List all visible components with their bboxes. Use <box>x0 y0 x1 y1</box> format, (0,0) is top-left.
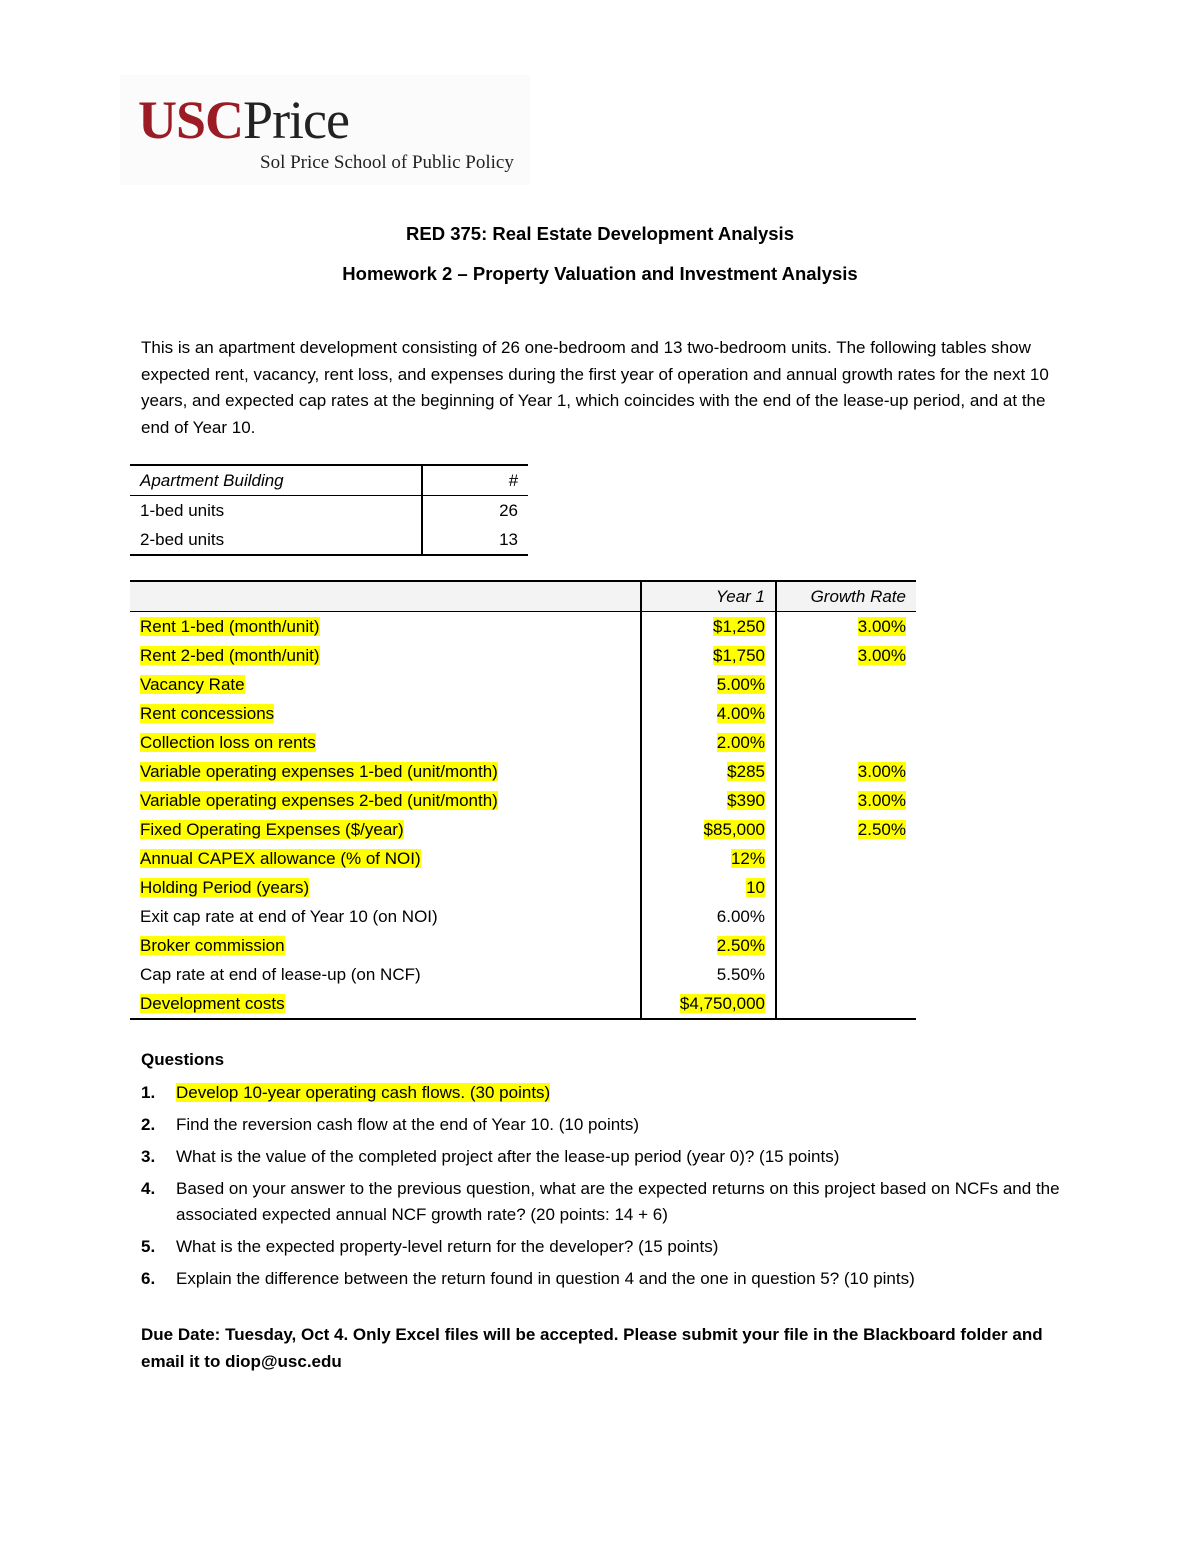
row-label-cell <box>130 960 641 989</box>
row-label-cell <box>130 612 641 642</box>
table-header-row <box>130 465 528 496</box>
list-item <box>141 1176 1071 1228</box>
homework-title: Homework 2 – Property Valuation and Investment Analysis <box>342 263 858 284</box>
row-label: Cap rate at end of lease-up (on NCF) <box>140 964 421 984</box>
row-label: Rent concessions <box>140 703 275 723</box>
question-number: 6. <box>141 1269 156 1288</box>
table-row <box>130 902 916 931</box>
year1-value-cell <box>641 786 776 815</box>
year1-value: 2.00% <box>716 732 765 752</box>
column-header: Year 1 <box>641 581 776 612</box>
list-item <box>141 1144 1071 1170</box>
question-text: Based on your answer to the previous question, what are the expected returns on this project based on NCFs and the associated expected annual NCF growth rate? (20 points: 14 + 6) <box>176 1179 1060 1224</box>
question-number: 1. <box>141 1083 156 1102</box>
row-label: 2-bed units <box>140 529 225 549</box>
table-row <box>130 525 528 555</box>
year1-value-cell <box>641 989 776 1019</box>
row-label: Holding Period (years) <box>140 877 310 897</box>
growth-rate-cell <box>776 931 916 960</box>
year1-value-cell <box>641 757 776 786</box>
growth-rate: 3.00% <box>857 645 906 665</box>
year1-value: 5.50% <box>716 964 765 984</box>
row-label: Vacancy Rate <box>140 674 245 694</box>
growth-rate-cell <box>776 873 916 902</box>
logo-wordmark <box>138 90 349 150</box>
table-row <box>130 931 916 960</box>
year1-value: 10 <box>746 877 765 897</box>
row-label: Development costs <box>140 993 285 1013</box>
growth-rate-cell <box>776 699 916 728</box>
table-row <box>130 728 916 757</box>
year1-value: 5.00% <box>716 674 765 694</box>
growth-rate-cell <box>776 612 916 642</box>
row-label: Variable operating expenses 2-bed (unit/month) <box>140 790 498 810</box>
row-label: Broker commission <box>140 935 285 955</box>
cell-value: 26 <box>422 496 528 526</box>
year1-value-cell <box>641 699 776 728</box>
growth-rate-cell <box>776 960 916 989</box>
year1-value: $4,750,000 <box>679 993 765 1013</box>
year1-value: 4.00% <box>716 703 765 723</box>
usc-price-logo <box>120 75 530 185</box>
growth-rate-cell <box>776 670 916 699</box>
row-label-cell <box>130 757 641 786</box>
column-header: # <box>422 465 528 496</box>
list-item <box>141 1112 1071 1138</box>
list-item <box>141 1234 1071 1260</box>
logo-price: Price <box>243 90 349 150</box>
row-label-cell <box>130 989 641 1019</box>
due-date-note: Due Date: Tuesday, Oct 4. Only Excel files will be accepted. Please submit your file in the Blackboard folder and email it to diop@usc.edu <box>141 1325 1043 1371</box>
year1-value: $85,000 <box>703 819 765 839</box>
question-number: 4. <box>141 1179 156 1198</box>
assumptions-table <box>130 580 916 1020</box>
row-label-cell <box>130 641 641 670</box>
growth-rate-cell <box>776 902 916 931</box>
row-label-cell <box>130 815 641 844</box>
question-number: 5. <box>141 1237 156 1256</box>
table-row <box>130 612 916 642</box>
growth-rate-cell <box>776 786 916 815</box>
list-item <box>141 1266 1071 1292</box>
table-row <box>130 786 916 815</box>
question-text: Develop 10-year operating cash flows. (30 points) <box>176 1083 551 1102</box>
year1-value: $1,750 <box>713 645 765 665</box>
table-row <box>130 960 916 989</box>
table-row <box>130 757 916 786</box>
question-text: What is the expected property-level return for the developer? (15 points) <box>176 1237 719 1256</box>
growth-rate-cell <box>776 641 916 670</box>
questions-heading: Questions <box>141 1050 225 1069</box>
year1-value-cell <box>641 960 776 989</box>
year1-value-cell <box>641 815 776 844</box>
year1-value: $285 <box>727 761 765 781</box>
cell-value: 13 <box>422 525 528 555</box>
table-row <box>130 844 916 873</box>
year1-value: 12% <box>730 848 765 868</box>
course-title: RED 375: Real Estate Development Analysis <box>406 223 794 244</box>
list-item <box>141 1080 1071 1106</box>
row-label-cell <box>130 699 641 728</box>
column-header <box>130 581 641 612</box>
growth-rate: 3.00% <box>857 616 906 636</box>
year1-value-cell <box>641 931 776 960</box>
table-row <box>130 873 916 902</box>
table-row <box>130 641 916 670</box>
column-header: Apartment Building <box>130 465 422 496</box>
year1-value-cell <box>641 641 776 670</box>
year1-value: $1,250 <box>713 616 765 636</box>
year1-value: 2.50% <box>716 935 765 955</box>
intro-paragraph: This is an apartment development consisting of 26 one-bedroom and 13 two-bedroom units. The following tables show expected rent, vacancy, rent loss, and expenses during the first year of operation and annual growth rates for the next 10 years, and expected cap rates at the beginning of Year 1, which coincides with the end of the lease-up period, and at the end of Year 10. <box>141 338 1049 437</box>
table-row <box>130 989 916 1019</box>
growth-rate-cell <box>776 757 916 786</box>
questions-list <box>141 1080 1071 1298</box>
row-label: Rent 1-bed (month/unit) <box>140 616 320 636</box>
year1-value-cell <box>641 612 776 642</box>
row-label-cell <box>130 844 641 873</box>
year1-value: 6.00% <box>716 906 765 926</box>
row-label-cell <box>130 786 641 815</box>
row-label: 1-bed units <box>140 500 225 520</box>
year1-value-cell <box>641 844 776 873</box>
growth-rate-cell <box>776 989 916 1019</box>
row-label-cell <box>130 931 641 960</box>
year1-value-cell <box>641 902 776 931</box>
logo-subtitle: Sol Price School of Public Policy <box>260 152 514 173</box>
row-label-cell <box>130 873 641 902</box>
year1-value: $390 <box>727 790 765 810</box>
row-label: Variable operating expenses 1-bed (unit/month) <box>140 761 498 781</box>
logo-usc: USC <box>138 90 244 150</box>
question-number: 2. <box>141 1115 156 1134</box>
growth-rate: 3.00% <box>857 790 906 810</box>
units-table <box>130 464 528 556</box>
growth-rate-cell <box>776 728 916 757</box>
question-number: 3. <box>141 1147 156 1166</box>
table-header-row <box>130 581 916 612</box>
row-label-cell <box>130 728 641 757</box>
row-label-cell <box>130 670 641 699</box>
row-label: Rent 2-bed (month/unit) <box>140 645 320 665</box>
table-row <box>130 496 528 526</box>
row-label: Collection loss on rents <box>140 732 316 752</box>
table-row <box>130 670 916 699</box>
growth-rate: 2.50% <box>857 819 906 839</box>
table-row <box>130 699 916 728</box>
row-label: Annual CAPEX allowance (% of NOI) <box>140 848 421 868</box>
year1-value-cell <box>641 873 776 902</box>
row-label-cell <box>130 902 641 931</box>
year1-value-cell <box>641 670 776 699</box>
question-text: Find the reversion cash flow at the end of Year 10. (10 points) <box>176 1115 640 1134</box>
growth-rate-cell <box>776 844 916 873</box>
row-label: Exit cap rate at end of Year 10 (on NOI) <box>140 906 438 926</box>
growth-rate: 3.00% <box>857 761 906 781</box>
row-label: Fixed Operating Expenses ($/year) <box>140 819 404 839</box>
question-text: Explain the difference between the return found in question 4 and the one in question 5? (10 pints) <box>176 1269 915 1288</box>
year1-value-cell <box>641 728 776 757</box>
growth-rate-cell <box>776 815 916 844</box>
question-text: What is the value of the completed project after the lease-up period (year 0)? (15 points) <box>176 1147 840 1166</box>
table-row <box>130 815 916 844</box>
column-header: Growth Rate <box>776 581 916 612</box>
